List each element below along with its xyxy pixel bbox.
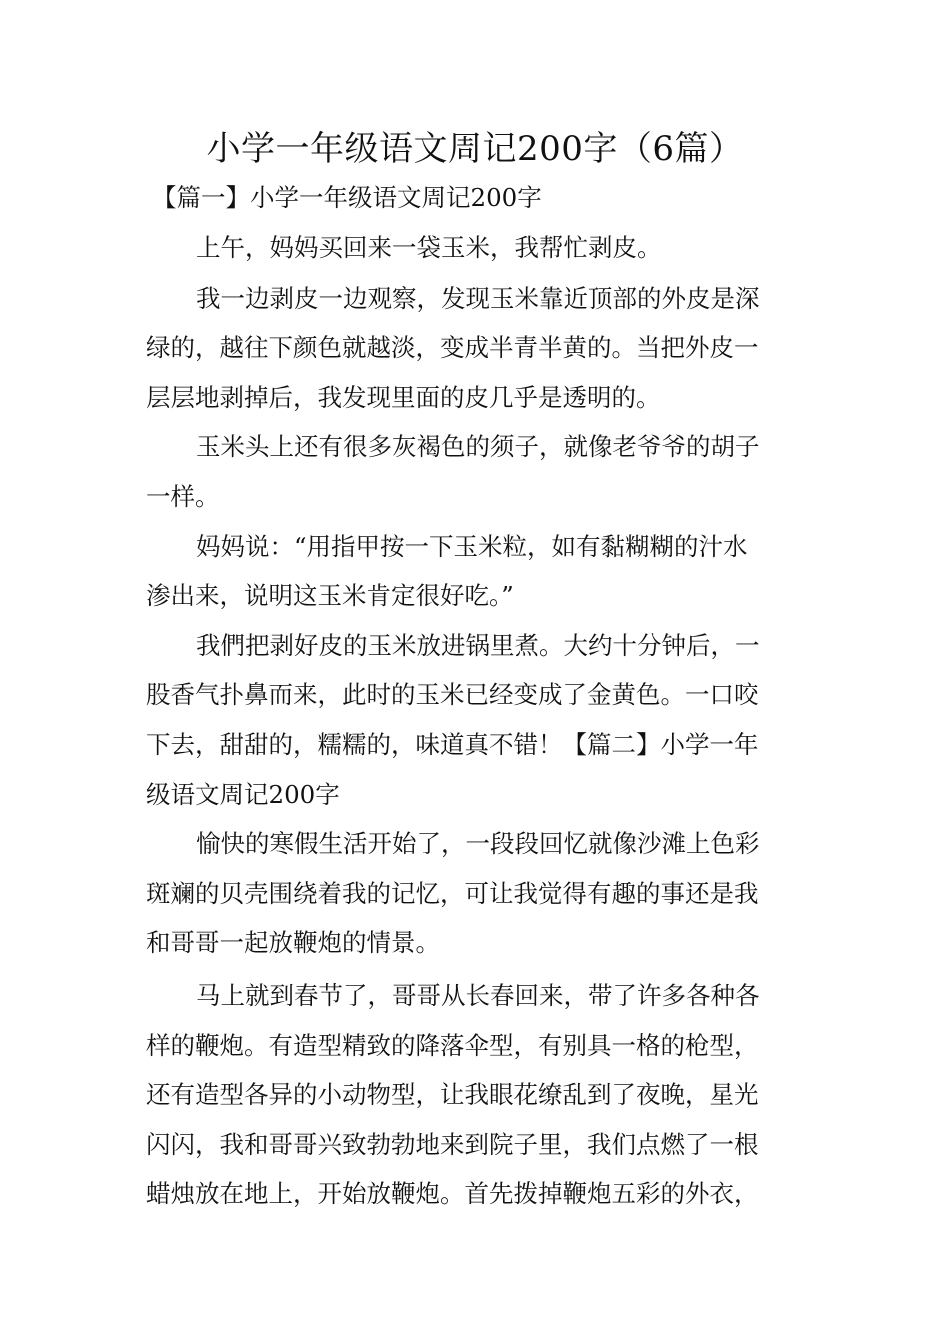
text-line: 我一边剥皮一边观察，发现玉米靠近顶部的外皮是深 bbox=[196, 284, 760, 313]
text-line: 蜡烛放在地上，开始放鞭炮。首先拨掉鞭炮五彩的外衣， bbox=[146, 1179, 759, 1208]
text-line: 渗出来，说明这玉米肯定很好吃。” bbox=[146, 581, 514, 610]
text-line: 我們把剥好皮的玉米放进锅里煮。大约十分钟后，一 bbox=[196, 631, 760, 660]
document-title: 小学一年级语文周记200字（6篇） bbox=[206, 129, 744, 169]
text-line: 斑斓的贝壳围绕着我的记忆，可让我觉得有趣的事还是我 bbox=[146, 879, 759, 908]
section-heading-1: 【篇一】小学一年级语文周记200字 bbox=[152, 183, 542, 212]
text-line: 股香气扑鼻而来，此时的玉米已经变成了金黄色。一口咬 bbox=[146, 680, 759, 709]
text-line: 愉快的寒假生活开始了，一段段回忆就像沙滩上色彩 bbox=[196, 829, 760, 858]
text-line: 妈妈说：“用指甲按一下玉米粒，如有黏糊糊的汁水 bbox=[196, 532, 748, 561]
text-line: 级语文周记200字 bbox=[146, 780, 340, 809]
text-line: 一样。 bbox=[146, 482, 220, 511]
text-line: 层层地剥掉后，我发现里面的皮几乎是透明的。 bbox=[146, 383, 661, 412]
text-line: 上午，妈妈买回来一袋玉米，我帮忙剥皮。 bbox=[196, 233, 662, 262]
text-line: 还有造型各异的小动物型，让我眼花缭乱到了夜晚，星光 bbox=[146, 1080, 759, 1109]
text-line: 绿的，越往下颜色就越淡，变成半青半黄的。当把外皮一 bbox=[146, 333, 759, 362]
text-line: 玉米头上还有很多灰褐色的须子，就像老爷爷的胡子 bbox=[196, 432, 760, 461]
text-line: 和哥哥一起放鞭炮的情景。 bbox=[146, 928, 440, 957]
text-line: 下去，甜甜的，糯糯的，味道真不错！【篇二】小学一年 bbox=[146, 730, 759, 759]
text-line: 样的鞭炮。有造型精致的降落伞型，有别具一格的枪型， bbox=[146, 1031, 759, 1060]
text-line: 闪闪，我和哥哥兴致勃勃地来到院子里，我们点燃了一根 bbox=[146, 1130, 759, 1159]
text-line: 马上就到春节了，哥哥从长春回来，带了许多各种各 bbox=[196, 981, 760, 1010]
